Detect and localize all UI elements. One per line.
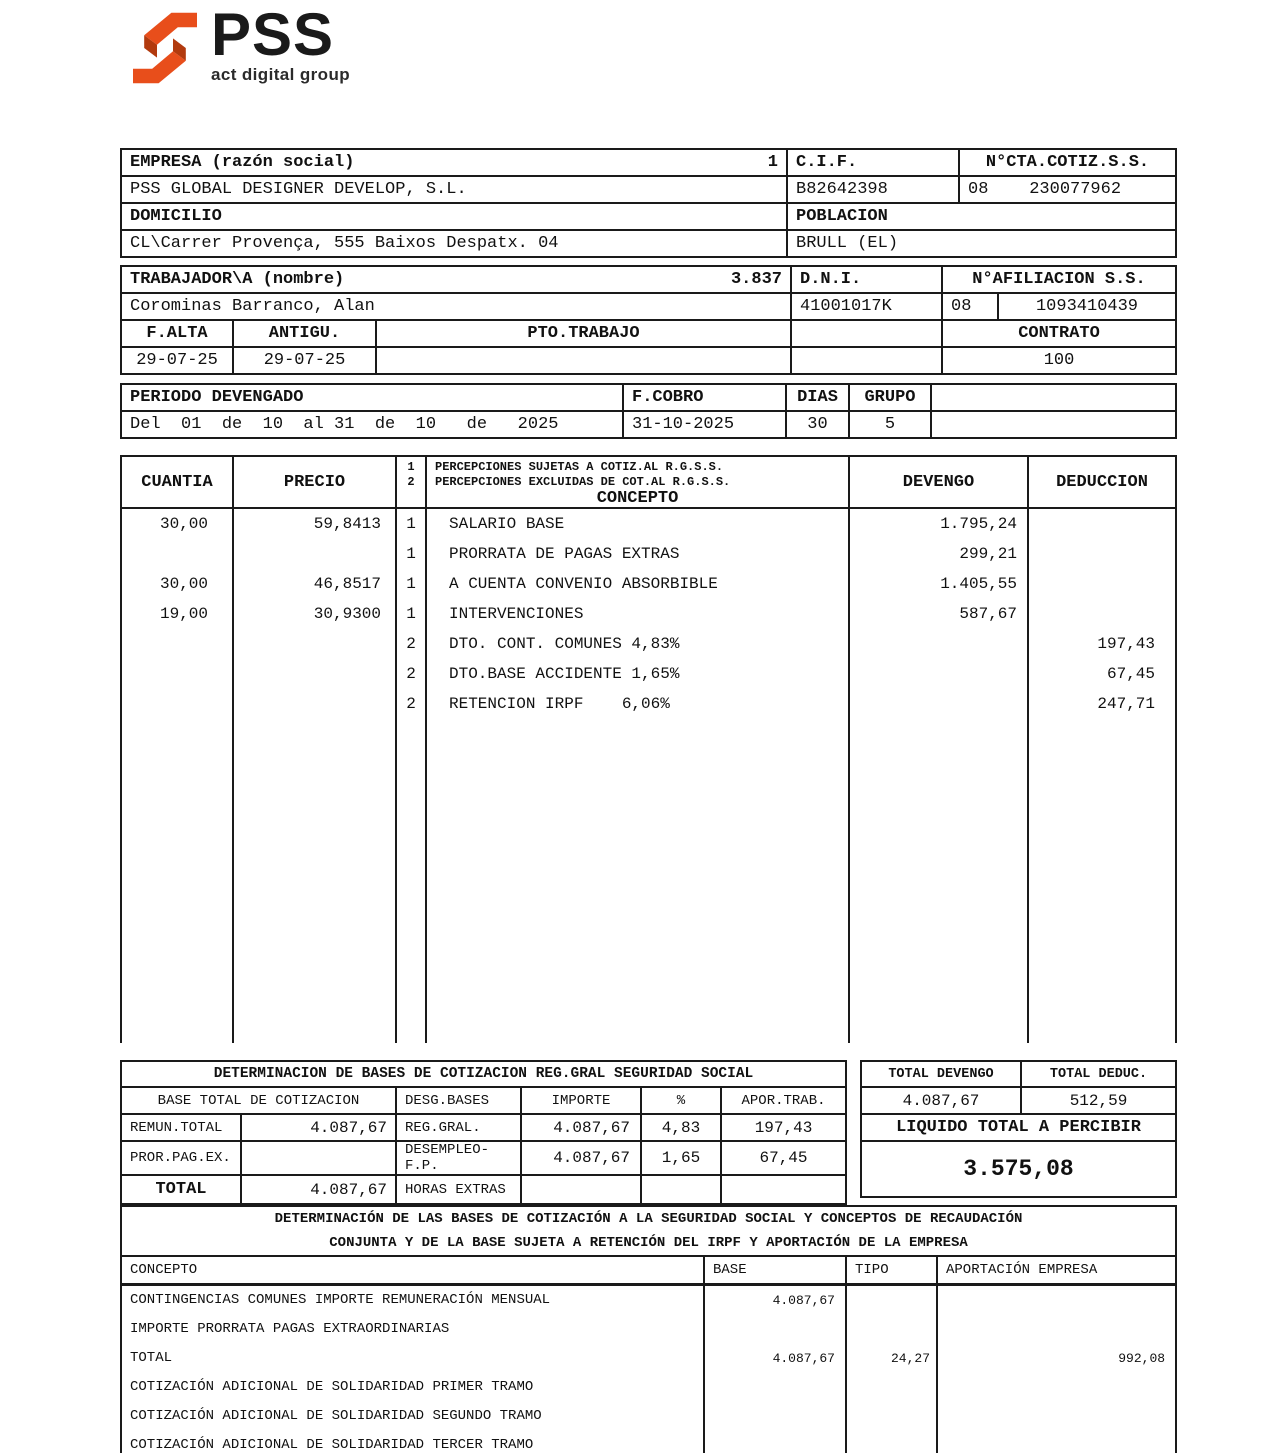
precio-value <box>234 539 395 569</box>
concepto-lines-column <box>121 1284 704 1453</box>
determination-title-line2: CONJUNTA Y DE LA BASE SUJETA A RETENCIÓN DEL IRPF Y APORTACIÓN DE LA EMPRESA <box>329 1235 968 1251</box>
concepto-line: CONTINGENCIAS COMUNES IMPORTE REMUNERACIÓN MENSUAL <box>130 1291 551 1308</box>
tipo-value: 2 <box>406 665 416 683</box>
tipo-value: 1 <box>406 515 416 533</box>
tipo-line <box>847 1373 936 1402</box>
aportacion-line: 992,08 <box>1118 1350 1166 1366</box>
afiliacion-label: N°AFILIACION S.S. <box>942 266 1176 293</box>
bases-title: DETERMINACION DE BASES DE COTIZACION REG.GRAL SEGURIDAD SOCIAL <box>121 1061 846 1087</box>
antigu-value: 29-07-25 <box>233 347 376 374</box>
worker-name: Corominas Barranco, Alan <box>121 293 791 320</box>
tipo-value: 2 <box>406 695 416 713</box>
falta-label: F.ALTA <box>121 320 233 347</box>
antigu-label: ANTIGU. <box>233 320 376 347</box>
domicilio-value: CL\Carrer Provença, 555 Baixos Despatx. 04 <box>121 230 787 257</box>
base-line: 4.087,67 <box>772 1350 835 1366</box>
devengo-column <box>849 508 1028 1043</box>
base-row-value <box>241 1141 396 1175</box>
pss-ribbon-icon <box>125 8 205 88</box>
company-header-cell <box>121 149 787 176</box>
tipo-line <box>847 1286 936 1315</box>
tipo-col-header: TIPO <box>846 1256 937 1284</box>
apor-value <box>721 1175 846 1204</box>
pto-trabajo-value <box>376 347 791 374</box>
worker-header-label: TRABAJADOR\A (nombre) <box>130 270 345 289</box>
tipo-lines-column <box>846 1284 937 1453</box>
precio-value: 46,8517 <box>313 575 381 593</box>
deduccion-value <box>1029 599 1175 629</box>
determination-title <box>121 1206 1176 1256</box>
concepto-column <box>426 508 849 1043</box>
base-line <box>705 1402 845 1431</box>
cta-cotiz-value: 08 230077962 <box>959 176 1176 203</box>
empty-cell <box>791 320 942 347</box>
base-line: 4.087,67 <box>772 1292 835 1308</box>
concepto-line: COTIZACIÓN ADICIONAL DE SOLIDARIDAD PRIMER TRAMO <box>130 1378 534 1395</box>
importe-value <box>521 1175 641 1204</box>
tipo-line: 24,27 <box>890 1350 930 1366</box>
base-total-header: BASE TOTAL DE COTIZACION <box>121 1087 396 1114</box>
devengo-header: DEVENGO <box>849 456 1028 508</box>
cta-cotiz-label: N°CTA.COTIZ.S.S. <box>959 149 1176 176</box>
total-deduc-label: TOTAL DEDUC. <box>1021 1061 1176 1087</box>
importe-header: IMPORTE <box>521 1087 641 1114</box>
note1-num: 1 <box>407 460 415 474</box>
desg-value: DESEMPLEO-F.P. <box>396 1141 521 1175</box>
note2-num: 2 <box>407 475 415 489</box>
concepto-line: TOTAL <box>130 1349 173 1366</box>
precio-value <box>234 659 395 689</box>
tipo-value: 1 <box>406 605 416 623</box>
concepto-value: DTO.BASE ACCIDENTE 1,65% <box>449 665 680 683</box>
precio-header: PRECIO <box>233 456 396 508</box>
tipo-column <box>396 508 426 1043</box>
company-logo <box>125 1 351 88</box>
cuantia-value <box>122 689 232 719</box>
concepto-value: INTERVENCIONES <box>449 605 584 623</box>
liquido-label: LIQUIDO TOTAL A PERCIBIR <box>861 1114 1176 1141</box>
tipo-value: 1 <box>406 575 416 593</box>
grupo-value: 5 <box>849 411 931 438</box>
totals-table <box>860 1060 1177 1198</box>
cuantia-value <box>122 629 232 659</box>
afiliacion-value: 1093410439 <box>998 293 1176 320</box>
liquido-total-value: 3.575,08 <box>861 1141 1176 1197</box>
dni-value: 41001017K <box>791 293 942 320</box>
cuantia-header: CUANTIA <box>121 456 233 508</box>
base-line <box>705 1315 845 1344</box>
concepto-header <box>426 456 849 508</box>
aportacion-col-header: APORTACIÓN EMPRESA <box>937 1256 1176 1284</box>
contrato-label: CONTRATO <box>942 320 1176 347</box>
poblacion-label: POBLACION <box>787 203 1176 230</box>
total-deduc-value: 512,59 <box>1021 1087 1176 1114</box>
cuantia-value: 30,00 <box>159 515 208 533</box>
poblacion-value: BRULL (EL) <box>787 230 1176 257</box>
afiliacion-prefix: 08 <box>942 293 998 320</box>
tipo-value: 2 <box>406 635 416 653</box>
empty-cell <box>931 411 1176 438</box>
dias-label: DIAS <box>786 384 849 411</box>
base-col-header: BASE <box>704 1256 846 1284</box>
precio-value: 30,9300 <box>313 605 381 623</box>
base-lines-column <box>704 1284 846 1453</box>
deduccion-value <box>1029 539 1175 569</box>
pto-trabajo-label: PTO.TRABAJO <box>376 320 791 347</box>
concepto-line: COTIZACIÓN ADICIONAL DE SOLIDARIDAD TERCER TRAMO <box>130 1436 534 1453</box>
bases-table <box>120 1060 847 1205</box>
tipo-line <box>847 1315 936 1344</box>
deduccion-header: DEDUCCION <box>1028 456 1176 508</box>
company-name: PSS GLOBAL DESIGNER DEVELOP, S.L. <box>121 176 787 203</box>
company-header-num: 1 <box>767 153 778 172</box>
total-devengo-label: TOTAL DEVENGO <box>861 1061 1021 1087</box>
precio-value <box>234 629 395 659</box>
domicilio-label: DOMICILIO <box>121 203 787 230</box>
cuantia-value <box>122 539 232 569</box>
pct-value: 1,65 <box>641 1141 721 1175</box>
contrato-value: 100 <box>942 347 1176 374</box>
precio-value <box>234 689 395 719</box>
note2-text: PERCEPCIONES EXCLUIDAS DE COT.AL R.G.S.S. <box>435 475 731 489</box>
devengo-value: 587,67 <box>959 605 1017 623</box>
base-row-label: PROR.PAG.EX. <box>121 1141 241 1175</box>
worker-table <box>120 265 1177 375</box>
aportacion-lines-column <box>937 1284 1176 1453</box>
worker-header-num: 3.837 <box>730 270 782 289</box>
devengo-value <box>850 689 1027 719</box>
period-table <box>120 383 1177 439</box>
base-row-value: 4.087,67 <box>241 1114 396 1141</box>
apor-value: 197,43 <box>721 1114 846 1141</box>
base-row-value: 4.087,67 <box>241 1175 396 1204</box>
pct-header: % <box>641 1087 721 1114</box>
dni-label: D.N.I. <box>791 266 942 293</box>
importe-value: 4.087,67 <box>521 1141 641 1175</box>
desg-value: HORAS EXTRAS <box>396 1175 521 1204</box>
dias-value: 30 <box>786 411 849 438</box>
base-line <box>705 1373 845 1402</box>
precio-value: 59,8413 <box>313 515 381 533</box>
worker-header-cell <box>121 266 791 293</box>
grupo-label: GRUPO <box>849 384 931 411</box>
cuantia-value: 19,00 <box>159 605 208 623</box>
deduccion-value: 67,45 <box>1106 665 1155 683</box>
deduccion-value <box>1029 569 1175 599</box>
aportacion-line <box>938 1315 1175 1344</box>
deduccion-value: 197,43 <box>1097 635 1155 653</box>
concepto-col-header: CONCEPTO <box>121 1256 704 1284</box>
earnings-table <box>120 455 1177 1043</box>
devengo-value <box>850 659 1027 689</box>
empty-cell <box>791 347 942 374</box>
base-row-label: TOTAL <box>121 1175 241 1204</box>
cif-label: C.I.F. <box>787 149 959 176</box>
devengo-value: 1.405,55 <box>940 575 1017 593</box>
base-line <box>705 1431 845 1453</box>
period-value: Del 01 de 10 al 31 de 10 de 2025 <box>121 411 623 438</box>
empty-cell <box>931 384 1176 411</box>
tipo-header <box>396 456 426 508</box>
concepto-value: SALARIO BASE <box>449 515 565 533</box>
desg-bases-header: DESG.BASES <box>396 1087 521 1114</box>
desg-value: REG.GRAL. <box>396 1114 521 1141</box>
deduccion-value: 247,71 <box>1097 695 1155 713</box>
concepto-value: RETENCION IRPF 6,06% <box>449 695 670 713</box>
concepto-value: PRORRATA DE PAGAS EXTRAS <box>449 545 680 563</box>
cuantia-value <box>122 659 232 689</box>
tipo-line <box>847 1402 936 1431</box>
cuantia-column <box>121 508 233 1043</box>
tipo-value: 1 <box>406 545 416 563</box>
devengo-value: 1.795,24 <box>940 515 1017 533</box>
total-devengo-value: 4.087,67 <box>861 1087 1021 1114</box>
pct-value: 4,83 <box>641 1114 721 1141</box>
aportacion-line <box>938 1373 1175 1402</box>
tipo-line <box>847 1431 936 1453</box>
fcobro-label: F.COBRO <box>623 384 786 411</box>
determination-title-line1: DETERMINACIÓN DE LAS BASES DE COTIZACIÓN A LA SEGURIDAD SOCIAL Y CONCEPTOS DE RECAUDACIÓN <box>274 1211 1023 1227</box>
brand-name: PSS <box>211 1 335 68</box>
apor-value: 67,45 <box>721 1141 846 1175</box>
devengo-value: 299,21 <box>959 545 1017 563</box>
importe-value: 4.087,67 <box>521 1114 641 1141</box>
company-table <box>120 148 1177 258</box>
aportacion-line <box>938 1431 1175 1453</box>
aportacion-line <box>938 1286 1175 1315</box>
concepto-value: DTO. CONT. COMUNES 4,83% <box>449 635 680 653</box>
fcobro-value: 31-10-2025 <box>623 411 786 438</box>
base-row-label: REMUN.TOTAL <box>121 1114 241 1141</box>
note1-text: PERCEPCIONES SUJETAS A COTIZ.AL R.G.S.S. <box>435 460 724 474</box>
pct-value <box>641 1175 721 1204</box>
concepto-line: IMPORTE PRORRATA PAGAS EXTRAORDINARIAS <box>130 1320 450 1337</box>
devengo-value <box>850 629 1027 659</box>
precio-column <box>233 508 396 1043</box>
deduccion-column <box>1028 508 1176 1043</box>
aportacion-line <box>938 1402 1175 1431</box>
company-header-label: EMPRESA (razón social) <box>130 153 355 172</box>
concepto-label: CONCEPTO <box>596 489 679 508</box>
apor-trab-header: APOR.TRAB. <box>721 1087 846 1114</box>
falta-value: 29-07-25 <box>121 347 233 374</box>
period-label: PERIODO DEVENGADO <box>121 384 623 411</box>
cif-value: B82642398 <box>787 176 959 203</box>
concepto-line: COTIZACIÓN ADICIONAL DE SOLIDARIDAD SEGUNDO TRAMO <box>130 1407 542 1424</box>
brand-tagline: act digital group <box>211 65 351 84</box>
cuantia-value: 30,00 <box>159 575 208 593</box>
deduccion-value <box>1029 509 1175 539</box>
concepto-value: A CUENTA CONVENIO ABSORBIBLE <box>449 575 718 593</box>
determination-table <box>120 1205 1177 1453</box>
